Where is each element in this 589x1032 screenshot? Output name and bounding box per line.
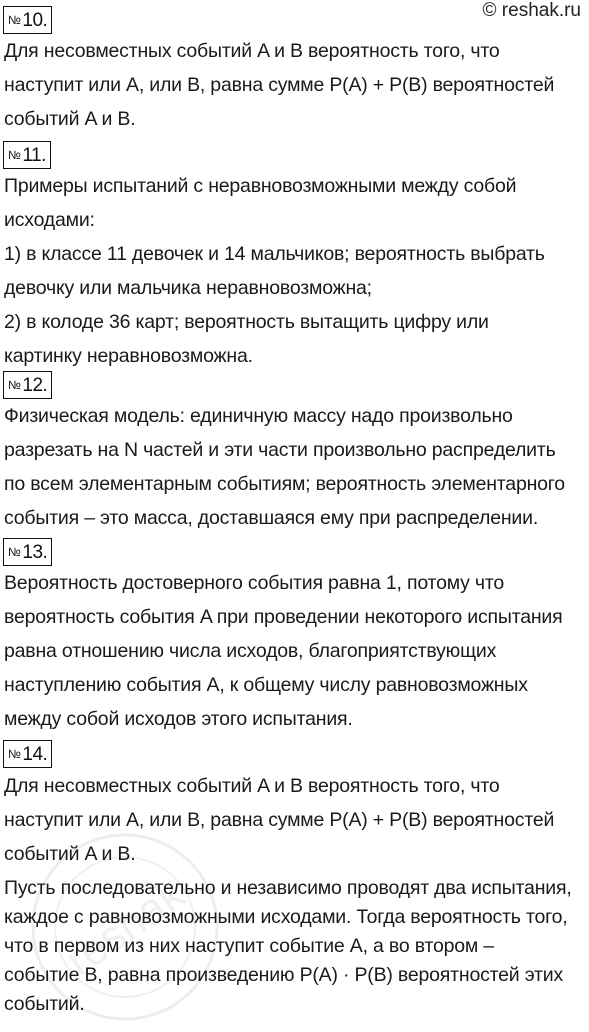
text-line: по всем элементарным событиям; вероятность элементарного [4, 473, 565, 495]
text-line: Физическая модель: единичную массу надо произвольно [4, 405, 513, 427]
site-credit: © reshak.ru [482, 0, 581, 21]
task-badge-14 [3, 740, 52, 768]
text-line: 1) в классе 11 девочек и 14 мальчиков; вероятность выбрать [4, 243, 545, 265]
text-line: Для несовместных событий A и B вероятность того, что [4, 40, 500, 62]
text-line: исходами: [4, 209, 95, 231]
text-line: 2) в колоде 36 карт; вероятность вытащить цифру или [4, 311, 489, 333]
task-number: 10. [22, 10, 48, 31]
task-13-text [4, 566, 586, 736]
task-badge-12 [3, 371, 52, 399]
text-line: что в первом из них наступит событие A, а во втором – [4, 935, 494, 957]
number-sign: № [8, 148, 21, 162]
task-12-text [4, 399, 586, 535]
task-badge-13 [3, 538, 52, 566]
text-line: вероятность события A при проведении некоторого испытания [4, 606, 563, 628]
text-line: равна отношению числа исходов, благоприятствующих [4, 640, 497, 662]
task-number: 13. [22, 542, 48, 563]
text-line: каждое с равновозможными исходами. Тогда вероятность того, [4, 906, 568, 928]
text-line: событий. [4, 993, 85, 1015]
text-line: Вероятность достоверного события равна 1, потому что [4, 572, 505, 594]
text-line: событие B, равна произведению P(A) · P(B) вероятностей этих [4, 964, 564, 986]
number-sign: № [8, 378, 21, 392]
task-badge-10 [3, 6, 52, 34]
text-line: событий A и B. [4, 843, 136, 865]
text-line: разрезать на N частей и эти части произвольно распределить [4, 439, 556, 461]
svg-text:reshak: reshak [57, 869, 194, 986]
text-line: события – это масса, доставшаяся ему при распределении. [4, 507, 539, 529]
text-line: между собой исходов этого испытания. [4, 708, 353, 730]
text-line: девочку или мальчика неравновозможна; [4, 277, 372, 299]
text-line: Для несовместных событий A и B вероятность того, что [4, 775, 500, 797]
number-sign: № [8, 13, 21, 27]
task-badge-11 [3, 141, 51, 169]
text-line: событий A и B. [4, 108, 136, 130]
text-line: картинку неравновозможна. [4, 345, 253, 367]
task-number: 14. [22, 744, 48, 765]
task-number: 11. [22, 145, 46, 166]
task-10-text [4, 34, 586, 136]
task-number: 12. [22, 375, 48, 396]
number-sign: № [8, 545, 21, 559]
task-11-text [4, 169, 586, 373]
number-sign: № [8, 747, 21, 761]
text-line: наступит или A, или B, равна сумме P(A) + P(B) вероятностей [4, 809, 555, 831]
text-line: наступлению события A, к общему числу равновозможных [4, 674, 528, 696]
text-line: Примеры испытаний с неравновозможными между собой [4, 175, 517, 197]
text-line: Пусть последовательно и независимо проводят два испытания, [4, 877, 572, 899]
text-line: наступит или A, или B, равна сумме P(A) + P(B) вероятностей [4, 74, 555, 96]
task-14-text [4, 769, 586, 1016]
